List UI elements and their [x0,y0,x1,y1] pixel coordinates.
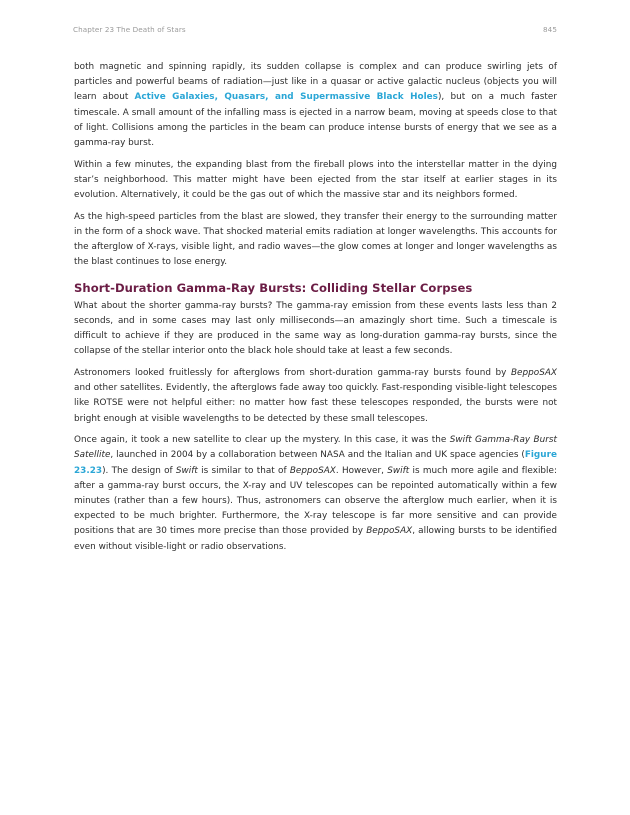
paragraph-6 [74,433,557,555]
section-heading: Short-Duration Gamma-Ray Bursts: Colliding Stellar Corpses [74,280,473,295]
page-number: 845 [542,25,557,34]
paragraph-6-text-e: . However, [335,465,388,476]
paragraph-5 [74,366,557,427]
paragraph-2: Within a few minutes, the expanding blast from the fireball plows into the interstellar matter in the dying star’s neighborhood. This matter might have been ejected from the star itself at earlier stages in its evolution. Alternatively, it could be the gas out of which the massive star and its neighbors formed. [74,159,557,201]
paragraph-1-text-b: ), but on a much faster timescale. A small amount of the infalling mass is ejected in a narrow beam, moving at speeds close to that of light. Collisions among the particles in the beam can produce intense bursts of energy that we see as a gamma-ray burst. [74,92,557,149]
running-header [73,25,557,34]
italic-bepposax: BeppoSAX [366,526,413,537]
paragraph-1 [74,60,557,151]
paragraph-6-text-a: Once again, it took a new satellite to clear up the mystery. In this case, it was the [74,435,450,446]
paragraph-6-text-d: is similar to that of [197,465,290,476]
paragraph-6-text-c: ). The design of [102,465,176,476]
paragraph-6-text-b: , launched in 2004 by a collaboration between NASA and the Italian and UK space agencies ( [110,450,525,461]
link-figure-23-23[interactable]: Figure 23.23 [74,450,557,476]
link-active-galaxies[interactable]: Active Galaxies, Quasars, and Supermassive Black Holes [134,92,438,103]
paragraph-5-text-b: and other satellites. Evidently, the afterglows fade away too quickly. Fast-responding visible-light telescopes like ROTSE were not helpful either: no matter how fast these telescopes responded, the bursts were not bright enough at visible wavelengths to be detected by these small telescopes. [74,383,557,424]
paragraph-3: As the high-speed particles from the blast are slowed, they transfer their energy to the surrounding matter in the form of a shock wave. That shocked material emits radiation at longer wavelengths. This accounts for the afterglow of X-rays, visible light, and radio waves—the glow comes at longer and longer wavelengths as the blast continues to lose energy. [74,211,557,268]
italic-swift: Swift [387,465,410,476]
paragraph-5-text-a: Astronomers looked fruitlessly for afterglows from short-duration gamma-ray bursts found by [74,367,511,378]
chapter-title: Chapter 23 The Death of Stars [73,25,186,34]
paragraph-6-text-f: is much more agile and flexible: after a gamma-ray burst occurs, the X-ray and UV telescopes can be repointed automatically within a few minutes (rather than a few hours). Thus, astronomers can observe the afterglow much earlier, when it is expected to be much brighter. Furthermore, the X-ray telescope is far more sensitive and can provide positions that are 30 times more precise than those provided by [74,465,557,537]
page-body [74,60,557,561]
italic-swift: Swift [175,465,198,476]
paragraph-1-text-a: both magnetic and spinning rapidly, its sudden collapse is complex and can produce swirling jets of particles and powerful beams of radiation—just like in a quasar or active galactic nucleus (objects you will learn about [74,62,557,103]
italic-swift-satellite: Swift Gamma-Ray Burst Satellite [74,435,557,461]
italic-bepposax: BeppoSAX [510,367,557,378]
italic-bepposax: BeppoSAX [289,465,336,476]
paragraph-4: What about the shorter gamma-ray bursts? The gamma-ray emission from these events lasts less than 2 seconds, and in some cases may last only milliseconds—an amazingly short time. Such a timescale is difficult to achieve if they are produced in the same way as long-duration gamma-ray bursts, since the collapse of the stellar interior onto the black hole should take at least a few seconds. [74,300,557,357]
paragraph-6-text-g: , allowing bursts to be identified even without visible-light or radio observations. [74,526,557,552]
